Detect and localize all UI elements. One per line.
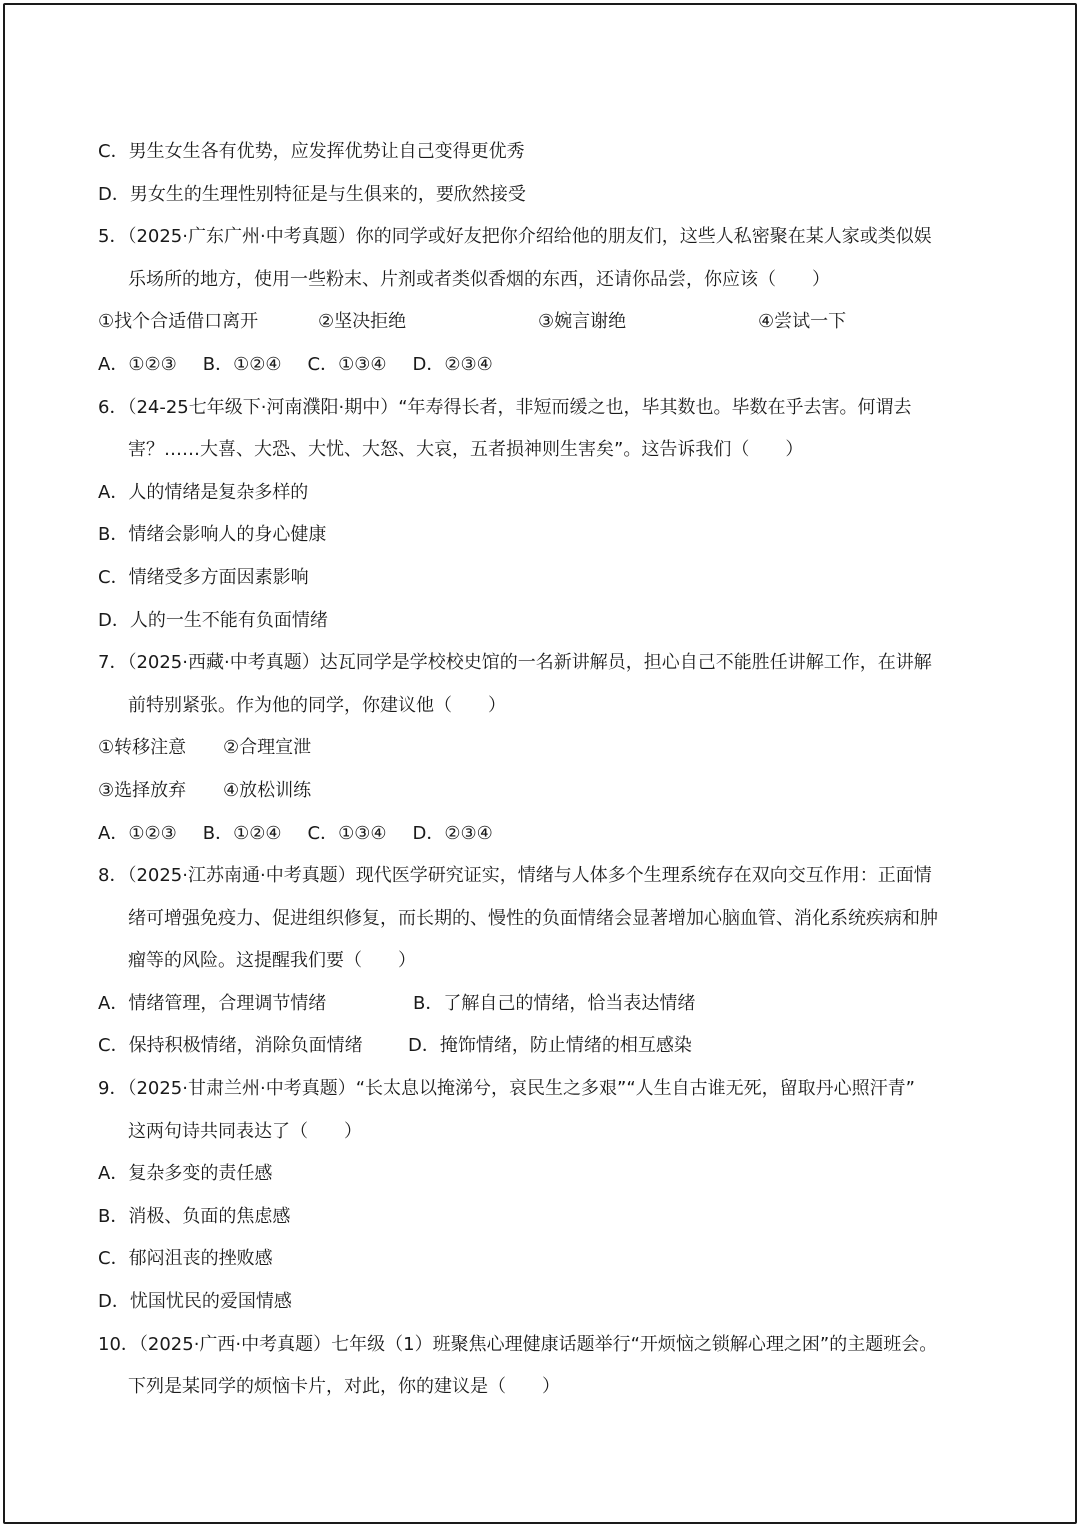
q6-option-c: C．情绪受多方面因素影响 <box>98 566 309 588</box>
q7-stem-line1: 7．（2025·西藏·中考真题）达瓦同学是学校校史馆的一名新讲解员，担心自己不能胜任讲解工作，在讲解 <box>98 652 932 674</box>
q9-option-a: A．复杂多变的责任感 <box>98 1163 273 1185</box>
q5-option-a: A．①②③ <box>98 353 177 375</box>
q9-option-b: B．消极、负面的焦虑感 <box>98 1205 291 1227</box>
q7-stem-line2: 前特别紧张。作为他的同学，你建议他（ ） <box>128 694 506 716</box>
q7-item-2: ②合理宣泄 <box>223 737 312 759</box>
q7-option-c: C．①③④ <box>307 822 387 844</box>
q8-options-row1 <box>98 983 998 1026</box>
q8-stem-line2: 绪可增强免疫力、促进组织修复，而长期的、慢性的负面情绪会显著增加心脑血管、消化系统疾病和肿 <box>128 907 938 929</box>
q8-option-b: B．了解自己的情绪，恰当表达情绪 <box>413 992 696 1014</box>
q5-item-3: ③婉言谢绝 <box>538 311 627 333</box>
q6-option-d: D．人的一生不能有负面情绪 <box>98 609 328 631</box>
q10-stem-line1: 10．（2025·广西·中考真题）七年级（1）班聚焦心理健康话题举行“开烦恼之锁解心理之困”的主题班会。 <box>98 1333 938 1355</box>
q7-items-row1 <box>98 727 998 770</box>
question-content <box>98 131 998 1409</box>
q7-item-4: ④放松训练 <box>223 779 312 801</box>
q5-stem-line2: 乐场所的地方，使用一些粉末、片剂或者类似香烟的东西，还请你品尝，你应该（ ） <box>128 268 830 290</box>
q8-option-a: A．情绪管理，合理调节情绪 <box>98 992 327 1014</box>
q8-option-d: D．掩饰情绪，防止情绪的相互感染 <box>408 1035 692 1057</box>
q5-item-4: ④尝试一下 <box>758 311 847 333</box>
q8-options-row2 <box>98 1025 998 1068</box>
q7-option-a: A．①②③ <box>98 822 177 844</box>
q5-item-1: ①找个合适借口离开 <box>98 311 259 333</box>
q10-stem-line2: 下列是某同学的烦恼卡片，对此，你的建议是（ ） <box>128 1376 560 1398</box>
q7-items-row2 <box>98 770 998 813</box>
q6-option-a: A．人的情绪是复杂多样的 <box>98 481 309 503</box>
q7-item-1: ①转移注意 <box>98 737 187 759</box>
q9-option-c: C．郁闷沮丧的挫败感 <box>98 1248 273 1270</box>
q6-stem-line1: 6．（24-25七年级下·河南濮阳·期中）“年寿得长者，非短而缓之也，毕其数也。毕数在乎去害。何谓去 <box>98 396 912 418</box>
q8-stem-line3: 瘤等的风险。这提醒我们要（ ） <box>128 950 416 972</box>
q5-stem-line1: 5．（2025·广东广州·中考真题）你的同学或好友把你介绍给他的朋友们，这些人私密聚在某人家或类似娱 <box>98 226 932 248</box>
q5-item-2: ②坚决拒绝 <box>318 311 407 333</box>
q5-option-c: C．①③④ <box>307 353 387 375</box>
q5-option-b: B．①②④ <box>202 353 282 375</box>
q5-items <box>98 301 998 344</box>
q7-option-d: D．②③④ <box>412 822 493 844</box>
q4-option-c: C．男生女生各有优势，应发挥优势让自己变得更优秀 <box>98 141 525 162</box>
q6-stem-line2: 害？……大喜、大恐、大忧、大怒、大哀，五者损神则生害矣”。这告诉我们（ ） <box>128 439 804 461</box>
q8-stem-line1: 8．（2025·江苏南通·中考真题）现代医学研究证实，情绪与人体多个生理系统存在双向交互作用：正面情 <box>98 865 932 887</box>
q7-options <box>98 813 998 856</box>
q5-options <box>98 344 998 387</box>
q5-option-d: D．②③④ <box>412 353 493 375</box>
q6-option-b: B．情绪会影响人的身心健康 <box>98 524 327 546</box>
q9-stem-line1: 9．（2025·甘肃兰州·中考真题）“长太息以掩涕兮，哀民生之多艰”“人生自古谁无死，留取丹心照汗青” <box>98 1078 916 1100</box>
q8-option-c: C．保持积极情绪，消除负面情绪 <box>98 1035 363 1057</box>
q9-option-d: D．忧国忧民的爱国情感 <box>98 1291 292 1313</box>
q9-stem-line2: 这两句诗共同表达了（ ） <box>128 1120 362 1142</box>
q7-option-b: B．①②④ <box>202 822 282 844</box>
q7-item-3: ③选择放弃 <box>98 779 187 801</box>
q4-option-d: D．男女生的生理性别特征是与生俱来的，要欣然接受 <box>98 183 526 205</box>
